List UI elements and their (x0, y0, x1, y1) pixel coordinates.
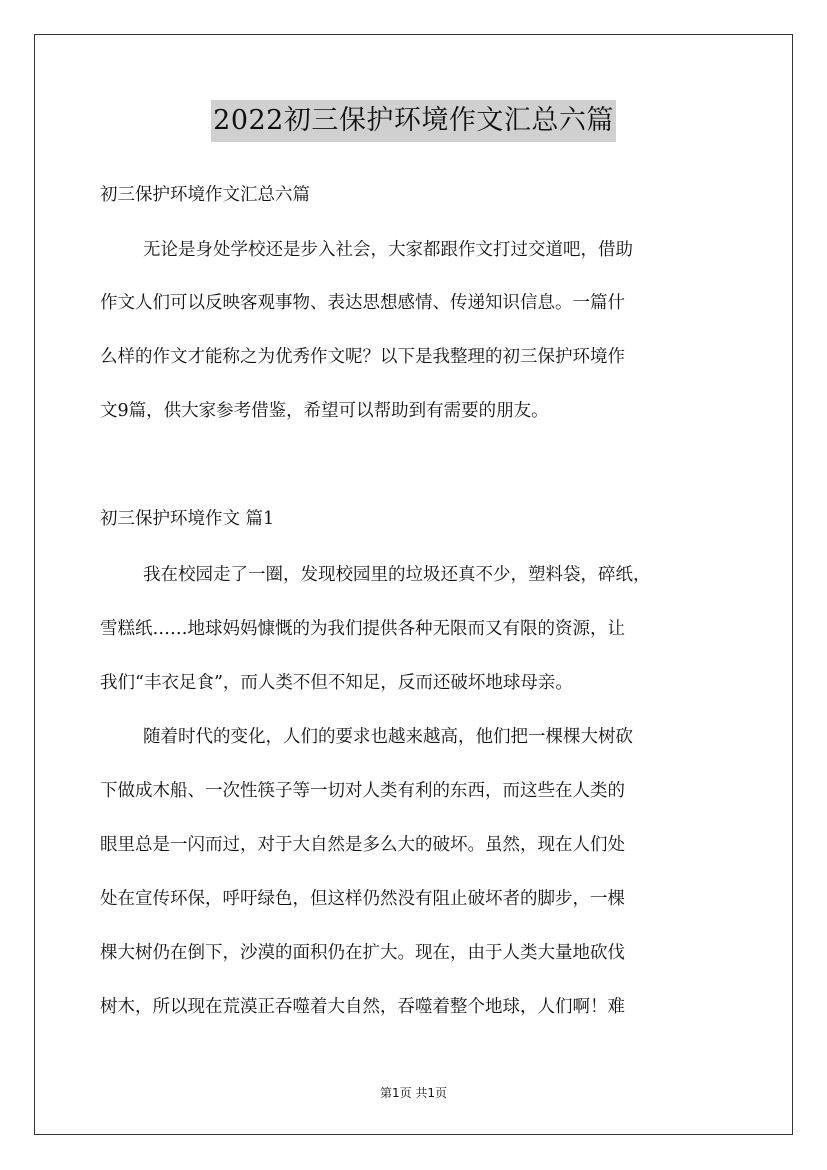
paragraph-line: 我们“丰衣足食”，而人类不但不知足，反而还破坏地球母亲。 (100, 673, 573, 693)
paragraph-line: 树木，所以现在荒漠正吞噬着大自然，吞噬着整个地球，人们啊！难 (100, 997, 625, 1017)
paragraph-line: 随着时代的变化，人们的要求也越来越高，他们把一棵棵大树砍 (143, 727, 633, 747)
subtitle-line: 初三保护环境作文汇总六篇 (100, 185, 310, 205)
section-heading: 初三保护环境作文 篇1 (100, 509, 275, 529)
paragraph-line: 文9篇，供大家参考借鉴，希望可以帮助到有需要的朋友。 (100, 401, 549, 421)
paragraph-line: 么样的作文才能称之为优秀作文呢？以下是我整理的初三保护环境作 (100, 347, 625, 367)
paragraph-line: 棵大树仍在倒下，沙漠的面积仍在扩大。现在，由于人类大量地砍伐 (100, 943, 625, 963)
paragraph-line: 我在校园走了一圈，发现校园里的垃圾还真不少，塑料袋，碎纸， (143, 565, 651, 585)
paragraph-line: 处在宣传环保，呼吁绿色，但这样仍然没有阻止破坏者的脚步，一棵 (100, 889, 625, 909)
paragraph-line: 下做成木船、一次性筷子等一切对人类有利的东西，而这些在人类的 (100, 781, 625, 801)
title-container (0, 100, 827, 142)
document-title: 2022初三保护环境作文汇总六篇 (211, 100, 616, 142)
paragraph-line: 眼里总是一闪而过，对于大自然是多么大的破坏。虽然，现在人们处 (100, 835, 625, 855)
paragraph-line: 作文人们可以反映客观事物、表达思想感情、传递知识信息。一篇什 (100, 293, 625, 313)
paragraph-line: 雪糕纸……地球妈妈慷慨的为我们提供各种无限而又有限的资源，让 (100, 619, 625, 639)
page-footer: 第1页 共1页 (379, 1086, 448, 1100)
paragraph-line: 无论是身处学校还是步入社会，大家都跟作文打过交道吧，借助 (143, 240, 633, 260)
